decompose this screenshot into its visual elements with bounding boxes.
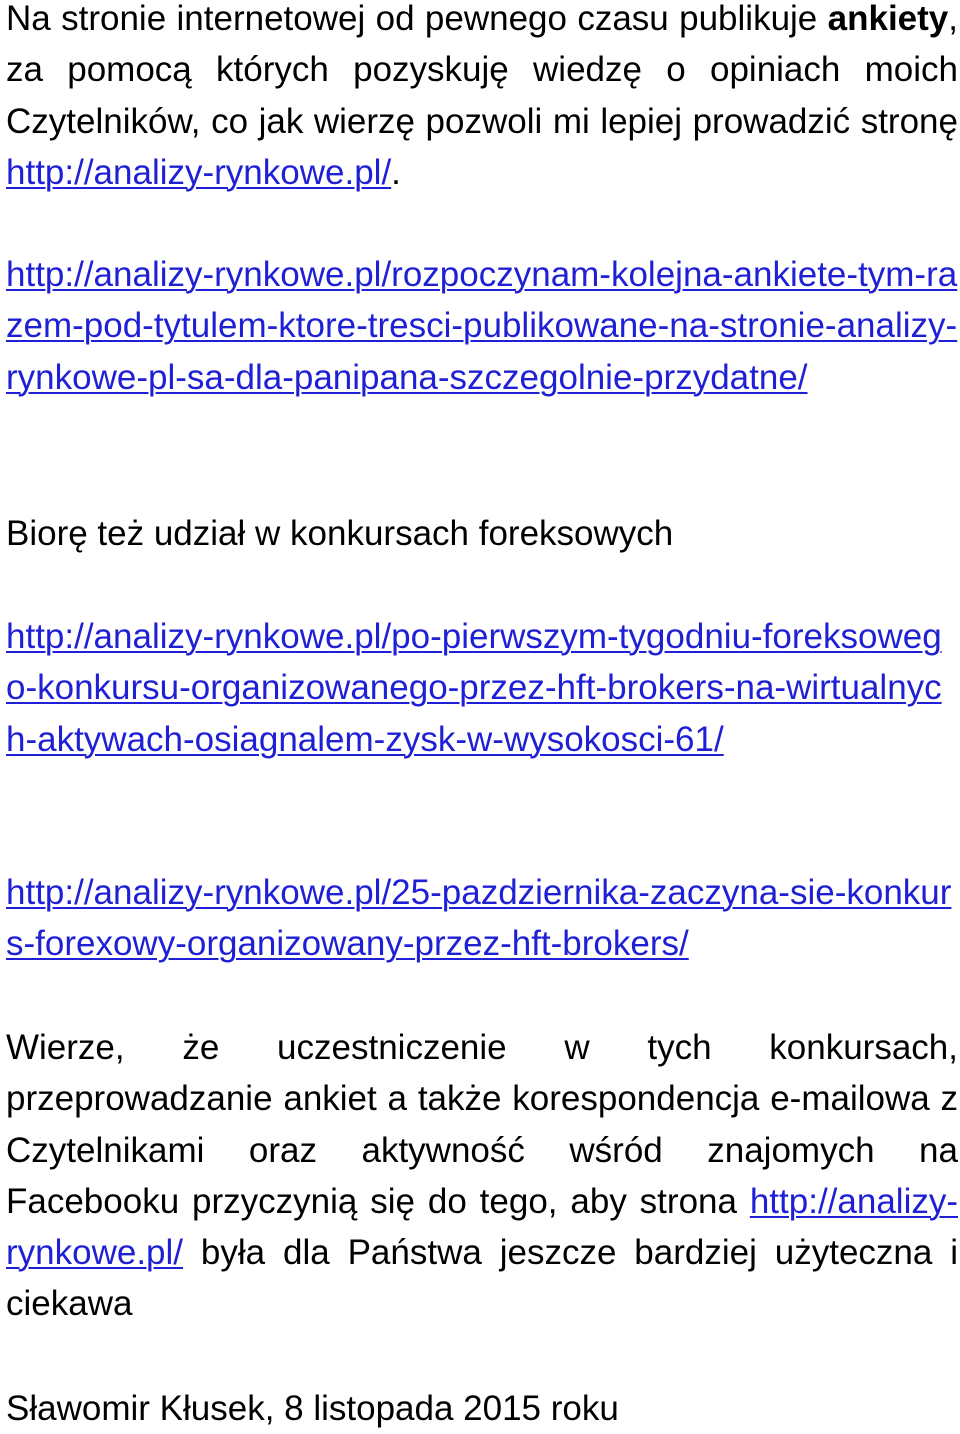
closing-text-start: Wierze, że uczestniczenie w tych konkursach, przeprowadzanie ankiet a także korespondencja e-mailowa z Czytelnikami oraz aktywność wśród znajomych na Facebooku przyczynią się do tego, aby strona: [6, 1028, 958, 1221]
contest-article-link-2[interactable]: http://analizy-rynkowe.pl/25-pazdziernika-zaczyna-sie-konkurs-forexowy-organizowany-przez-hft-brokers/: [6, 873, 952, 964]
contests-text: Biorę też udział w konkursach foreksowych: [6, 514, 674, 553]
closing-text-end: była dla Państwa jeszcze bardziej użyteczna i ciekawa: [6, 1233, 958, 1324]
contest-article-link-1[interactable]: http://analizy-rynkowe.pl/po-pierwszym-tygodniu-foreksowego-konkursu-organizowanego-przez-hft-brokers-na-wirtualnych-aktywach-osiagnalem-zysk-w-wysokosci-61/: [6, 617, 942, 759]
intro-text-middle: , za pomocą których pozyskuję wiedzę o opiniach moich Czytelników, co jak wierzę pozwoli mi lepiej prowadzić stronę: [6, 0, 958, 141]
signature: [6, 1383, 958, 1434]
contests-paragraph: [6, 508, 958, 559]
closing-site-link[interactable]: http://analizy-rynkowe.pl/: [6, 1181, 958, 1273]
survey-link-paragraph: [6, 249, 958, 403]
intro-text-start: Na stronie internetowej od pewnego czasu publikuje: [6, 0, 828, 38]
intro-bold-keyword: ankiety: [827, 0, 949, 38]
closing-paragraph: [6, 1022, 958, 1330]
survey-article-link[interactable]: http://analizy-rynkowe.pl/rozpoczynam-kolejna-ankiete-tym-razem-pod-tytulem-ktore-tresci-publikowane-na-stronie-analizy-rynkowe-pl-sa-dla-panipana-szczegolnie-przydatne/: [6, 255, 958, 397]
intro-paragraph: [6, 0, 958, 198]
signature-text: Sławomir Kłusek, 8 listopada 2015 roku: [6, 1389, 619, 1428]
intro-text-end: .: [391, 152, 401, 192]
intro-site-link[interactable]: http://analizy-rynkowe.pl/: [6, 152, 392, 192]
contest-link-2-paragraph: [6, 867, 958, 970]
contest-link-1-paragraph: [6, 611, 958, 765]
